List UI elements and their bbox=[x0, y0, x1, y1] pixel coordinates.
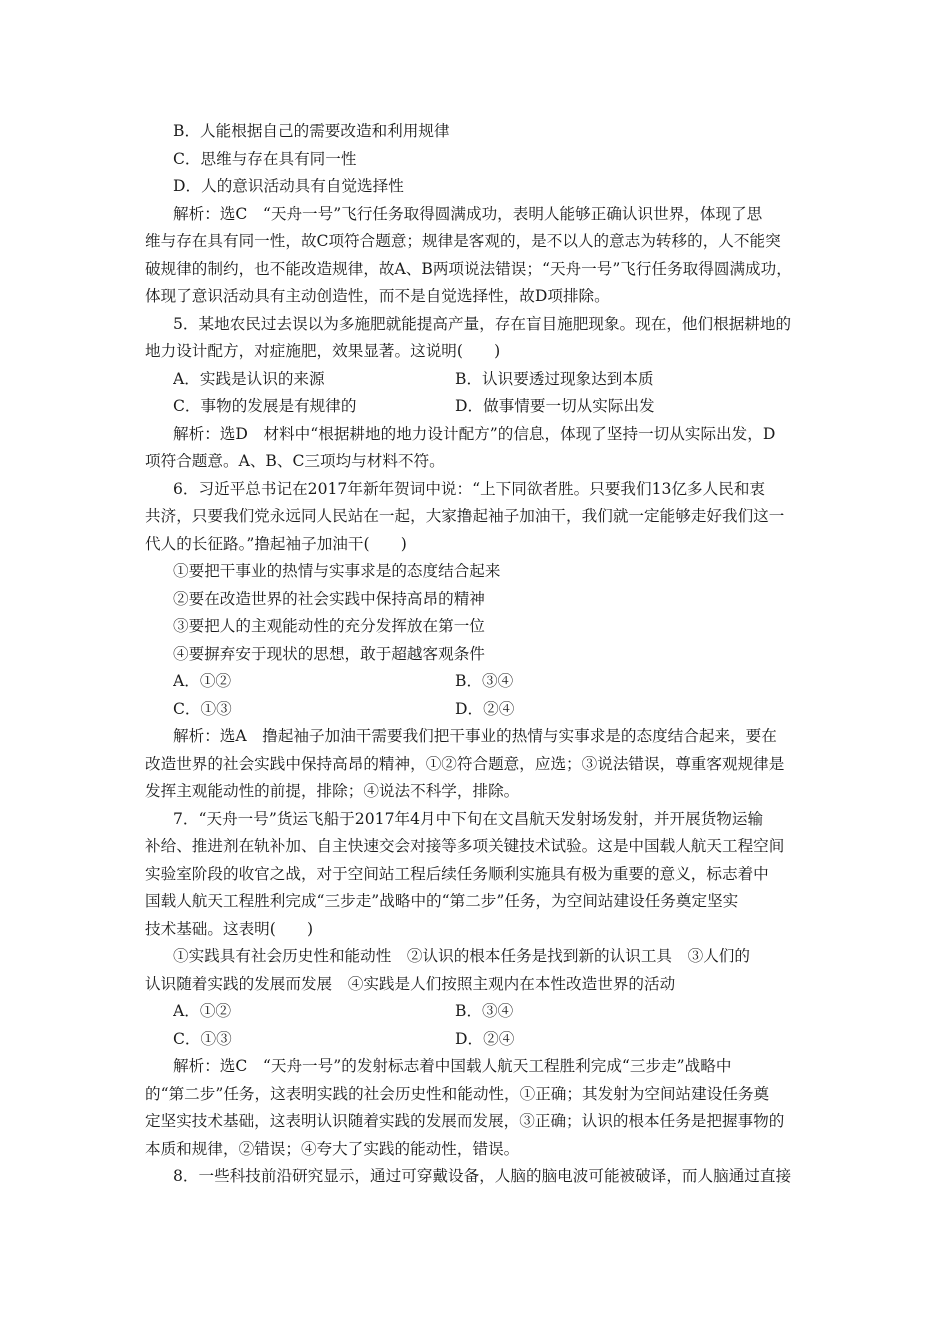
text-line: B．人能根据自己的需要改造和利用规律 bbox=[173, 122, 450, 140]
option-row bbox=[145, 393, 813, 421]
option-row bbox=[145, 668, 813, 696]
answer-option: B．③④ bbox=[455, 1002, 514, 1020]
option-row bbox=[145, 366, 813, 394]
text-line: 解析：选C “天舟一号”的发射标志着中国载人航天工程胜利完成“三步走”战略中 bbox=[173, 1057, 732, 1075]
text-line: 地力设计配方，对症施肥，效果显著。这说明( ) bbox=[145, 342, 501, 360]
document-body bbox=[145, 118, 813, 1191]
option-row bbox=[145, 1026, 813, 1054]
answer-option: A．①② bbox=[173, 1002, 232, 1020]
text-line: 7．“天舟一号”货运飞船于2017年4月中下旬在文昌航天发射场发射，并开展货物运输 bbox=[173, 809, 764, 828]
text-line: 认识随着实践的发展而发展 ④实践是人们按照主观内在本性改造世界的活动 bbox=[145, 974, 676, 993]
answer-option: D．②④ bbox=[455, 1029, 515, 1048]
text-line: ③要把人的主观能动性的充分发挥放在第一位 bbox=[173, 617, 485, 635]
answer-option: D．②④ bbox=[455, 699, 515, 718]
text-line: C．思维与存在具有同一性 bbox=[173, 149, 357, 168]
answer-option: B．认识要透过现象达到本质 bbox=[455, 369, 654, 388]
answer-option: C．事物的发展是有规律的 bbox=[173, 397, 357, 415]
answer-option: C．①③ bbox=[173, 699, 232, 718]
answer-option: B．③④ bbox=[455, 672, 514, 690]
text-line: 的“第二步”任务，这表明实践的社会历史性和能动性，①正确；其发射为空间站建设任务奠 bbox=[145, 1084, 770, 1103]
text-line: ④要摒弃安于现状的思想，敢于超越客观条件 bbox=[173, 644, 485, 663]
text-line: 共济，只要我们党永远同人民站在一起，大家撸起袖子加油干，我们就一定能够走好我们这一 bbox=[145, 507, 785, 525]
text-line: 破规律的制约，也不能改造规律，故A、B两项说法错误；“天舟一号”飞行任务取得圆满成功， bbox=[145, 259, 792, 278]
text-line: 体现了意识活动具有主动创造性，而不是自觉选择性，故D项排除。 bbox=[145, 287, 610, 305]
text-line: 本质和规律，②错误；④夸大了实践的能动性，错误。 bbox=[145, 1139, 520, 1158]
text-line: 5．某地农民过去误以为多施肥就能提高产量，存在盲目施肥现象。现在，他们根据耕地的 bbox=[173, 314, 792, 333]
text-line: ①要把干事业的热情与实事求是的态度结合起来 bbox=[173, 562, 501, 580]
answer-option: A．实践是认识的来源 bbox=[173, 369, 325, 388]
text-line: 实验室阶段的收官之战，对于空间站工程后续任务顺利实施具有极为重要的意义，标志着中 bbox=[145, 864, 769, 883]
text-line: 补给、推进剂在轨补加、自主快速交会对接等多项关键技术试验。这是中国载人航天工程空间 bbox=[145, 837, 785, 855]
text-line: 代人的长征路。”撸起袖子加油干( ) bbox=[145, 534, 407, 553]
answer-option: A．①② bbox=[173, 672, 232, 690]
text-line: 解析：选A 撸起袖子加油干需要我们把干事业的热情与实事求是的态度结合起来，要在 bbox=[173, 727, 777, 745]
answer-option: C．①③ bbox=[173, 1029, 232, 1048]
answer-option: D．做事情要一切从实际出发 bbox=[455, 397, 655, 415]
text-line: 定坚实技术基础，这表明认识随着实践的发展而发展，③正确；认识的根本任务是把握事物的 bbox=[145, 1112, 785, 1130]
text-line: 解析：选C “天舟一号”飞行任务取得圆满成功，表明人能够正确认识世界，体现了思 bbox=[173, 204, 763, 223]
text-line: 6．习近平总书记在2017年新年贺词中说：“上下同欲者胜。只要我们13亿多人民和衷 bbox=[173, 479, 766, 498]
text-line: 解析：选D 材料中“根据耕地的地力设计配方”的信息，体现了坚持一切从实际出发，D bbox=[173, 424, 776, 443]
option-row bbox=[145, 696, 813, 724]
text-line: 发挥主观能动性的前提，排除；④说法不科学，排除。 bbox=[145, 782, 520, 800]
text-line: 改造世界的社会实践中保持高昂的精神，①②符合题意，应选；③说法错误，尊重客观规律是 bbox=[145, 754, 785, 773]
text-line: 8．一些科技前沿研究显示，通过可穿戴设备，人脑的脑电波可能被破译，而人脑通过直接 bbox=[173, 1167, 792, 1185]
option-row bbox=[145, 998, 813, 1026]
text-line: 国载人航天工程胜利完成“三步走”战略中的“第二步”任务，为空间站建设任务奠定坚实 bbox=[145, 892, 739, 910]
text-line: 项符合题意。A、B、C三项均与材料不符。 bbox=[145, 452, 445, 470]
text-line: D．人的意识活动具有自觉选择性 bbox=[173, 177, 404, 195]
text-line: ②要在改造世界的社会实践中保持高昂的精神 bbox=[173, 589, 485, 608]
text-line: 维与存在具有同一性，故C项符合题意；规律是客观的，是不以人的意志为转移的，人不能突 bbox=[145, 232, 781, 250]
text-line: ①实践具有社会历史性和能动性 ②认识的根本任务是找到新的认识工具 ③人们的 bbox=[173, 947, 750, 965]
text-line: 技术基础。这表明( ) bbox=[145, 919, 314, 938]
